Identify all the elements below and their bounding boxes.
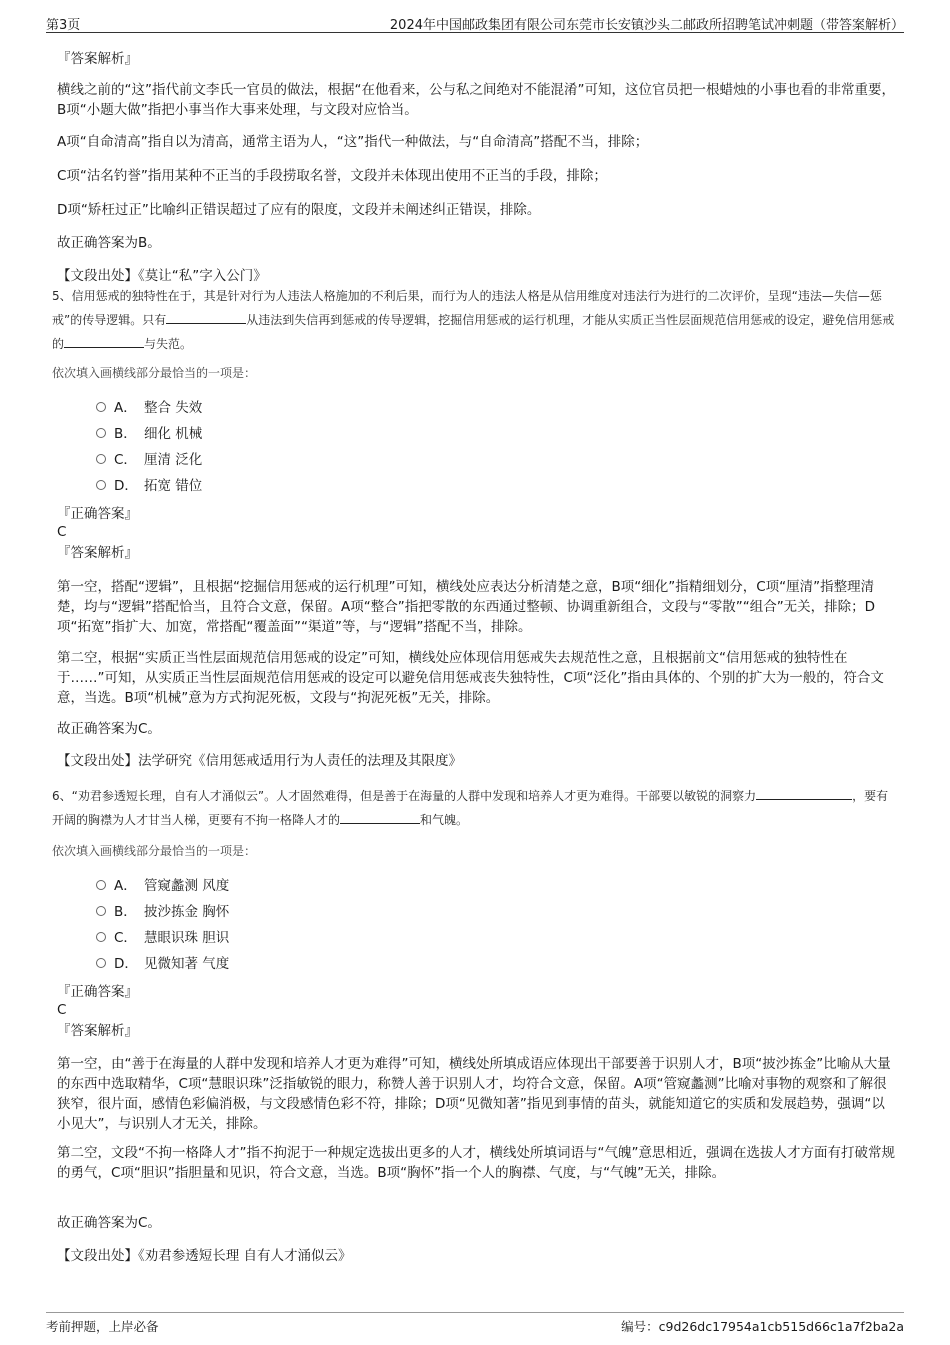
q5-stem: [52, 284, 900, 356]
q5-source: 【文段出处】法学研究《信用惩戒适用行为人责任的法理及其限度》: [57, 753, 462, 769]
q6-correct-label: 『正确答案』: [57, 984, 138, 1000]
q5-conclusion: 故正确答案为C。: [57, 721, 161, 737]
q5-option-a[interactable]: A． 整合 失效: [96, 399, 202, 417]
page-footer: [46, 1312, 904, 1335]
document-title: 2024年中国邮政集团有限公司东莞市长安镇沙头二邮政所招聘笔试冲刺题（带答案解析）: [389, 18, 904, 33]
q5-analysis-p2: 第二空，根据“实质正当性层面规范信用惩戒的设定”可知，横线处应体现信用惩戒失去规范性之意，且根据前文“信用惩戒的独特性在于……”可知，从实质正当性层面规范信用惩戒的设定可以避免信用惩戒丧失独特性，C项“泛化”指由具体的、个别的扩大为一般的，符合文意，当选。B项“机械”意为方式拘泥死板，文段与“拘泥死板”无关，排除。: [57, 650, 884, 706]
q6-stem: [52, 784, 900, 832]
q4-analysis-label: 『答案解析』: [57, 51, 138, 67]
radio-icon[interactable]: [96, 480, 106, 490]
q6-stem-part1: 6、“劝君参透短长理，自有人才涌似云”。人才固然难得，但是善于在海量的人群中发现和培养人才更为难得。干部要以敏锐的洞察力: [52, 789, 757, 803]
document-code: 编号：c9d26dc17954a1cb515d66c1a7f2ba2a: [621, 1319, 904, 1334]
q5-option-c[interactable]: C． 厘清 泛化: [96, 451, 202, 469]
radio-icon[interactable]: [96, 454, 106, 464]
radio-icon[interactable]: [96, 932, 106, 942]
q5-blank-1: [166, 312, 246, 324]
q5-blank-2: [64, 336, 144, 348]
footer-slogan: 考前押题，上岸必备: [46, 1319, 159, 1334]
q4-source: 【文段出处】《莫让“私”字入公门》: [57, 268, 267, 284]
q6-analysis-label: 『答案解析』: [57, 1023, 138, 1039]
radio-icon[interactable]: [96, 958, 106, 968]
q6-conclusion: 故正确答案为C。: [57, 1215, 161, 1231]
q4-analysis-p2: A项“自命清高”指自以为清高，通常主语为人，“这”指代一种做法，与“自命清高”搭配不当，排除；: [57, 134, 649, 150]
q6-analysis-p1: 第一空，由“善于在海量的人群中发现和培养人才更为难得”可知，横线处所填成语应体现出干部要善于识别人才，B项“披沙拣金”比喻从大量的东西中选取精华，C项“慧眼识珠”泛指敏锐的眼力，称赞人善于识别人才，均符合文意，保留。A项“管窥蠡测”比喻对事物的观察和了解很狭窄，很片面，感情色彩偏消极，与文段感情色彩不符，排除；D项“见微知著”指见到事情的苗头，就能知道它的实质和发展趋势，强调“以小见大”，与识别人才无关，排除。: [57, 1056, 891, 1132]
q5-stem-part1: 5、信用惩戒的独特性在于，其是针对行为人违法人格施加的不利后果，而行为人的违法人格是从信用维度对违法行为进行的二次评价，呈现“违法—失信—惩戒”的传导逻辑。只有: [52, 289, 882, 327]
q6-answer: C: [57, 1002, 67, 1018]
q5-prompt: 依次填入画横线部分最恰当的一项是：: [52, 366, 257, 380]
q5-analysis-label: 『答案解析』: [57, 545, 138, 561]
q6-option-d[interactable]: D． 见微知著 气度: [96, 955, 229, 973]
q4-analysis-p4: D项“矫枉过正”比喻纠正错误超过了应有的限度，文段并未阐述纠正错误，排除。: [57, 202, 541, 218]
q5-correct-label: 『正确答案』: [57, 506, 138, 522]
q6-analysis-p2: 第二空，文段“不拘一格降人才”指不拘泥于一种规定选拔出更多的人才，横线处所填词语与“气魄”意思相近，强调在选拔人才方面有打破常规的勇气，C项“胆识”指胆量和见识，符合文意，当选。B项“胸怀”指一个人的胸襟、气度，与“气魄”无关，排除。: [57, 1145, 895, 1181]
q6-option-a[interactable]: A． 管窥蠡测 风度: [96, 877, 229, 895]
q5-analysis-p1: 第一空，搭配“逻辑”，且根据“挖掘信用惩戒的运行机理”可知，横线处应表达分析清楚之意，B项“细化”指精细划分，C项“厘清”指整理清楚，均与“逻辑”搭配恰当，且符合文意，保留。A项“整合”指把零散的东西通过整顿、协调重新组合，文段与“零散”“组合”无关，排除；D项“拓宽”指扩大、加宽，常搭配“覆盖面”“渠道”等，与“逻辑”搭配不当，排除。: [57, 579, 876, 635]
q5-option-d[interactable]: D． 拓宽 错位: [96, 477, 202, 495]
q5-stem-part3: 与失范。: [144, 337, 193, 351]
radio-icon[interactable]: [96, 402, 106, 412]
q6-option-c[interactable]: C． 慧眼识珠 胆识: [96, 929, 229, 947]
q6-stem-part2: ，要有开阔的胸襟为人才甘当人梯，更要有不拘一格降人才的: [52, 789, 889, 827]
q4-conclusion: 故正确答案为B。: [57, 235, 161, 251]
q6-option-b[interactable]: B． 披沙拣金 胸怀: [96, 903, 229, 921]
q5-option-b[interactable]: B． 细化 机械: [96, 425, 202, 443]
q5-answer: C: [57, 524, 67, 540]
radio-icon[interactable]: [96, 880, 106, 890]
q5-stem-part2: 从违法到失信再到惩戒的传导逻辑，挖掘信用惩戒的运行机理，才能从实质正当性层面规范信用惩戒的设定，避免信用惩戒的: [52, 313, 895, 351]
radio-icon[interactable]: [96, 428, 106, 438]
q6-prompt: 依次填入画横线部分最恰当的一项是：: [52, 844, 257, 858]
q4-analysis-p1: 横线之前的“这”指代前文李氏一官员的做法，根据“在他看来，公与私之间绝对不能混淆”可知，这位官员把一根蜡烛的小事也看的非常重要，B项“小题大做”指把小事当作大事来处理，与文段对应恰当。: [57, 82, 895, 118]
q6-blank-1: [756, 788, 852, 800]
page-header: [46, 12, 904, 33]
q6-blank-2: [340, 812, 420, 824]
q6-source: 【文段出处】《劝君参透短长理 自有人才涌似云》: [57, 1248, 352, 1264]
radio-icon[interactable]: [96, 906, 106, 916]
q4-analysis-p3: C项“沽名钓誉”指用某种不正当的手段捞取名誉，文段并未体现出使用不正当的手段，排除；: [57, 168, 607, 184]
page-number: 第3页: [46, 18, 81, 33]
q6-stem-part3: 和气魄。: [420, 813, 469, 827]
